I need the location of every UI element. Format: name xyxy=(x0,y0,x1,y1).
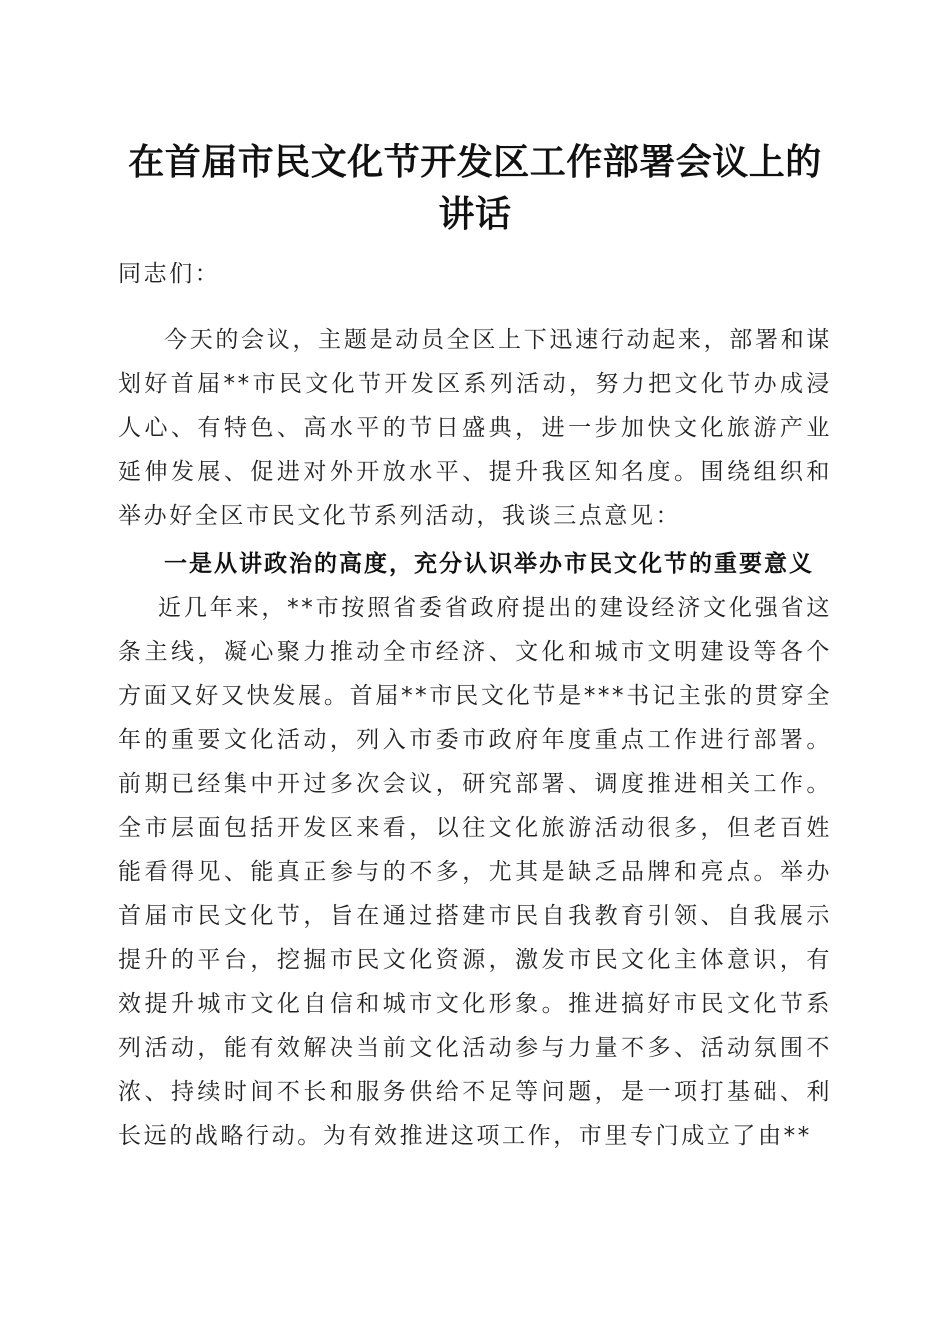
section-heading-1: 一是从讲政治的高度，充分认识举办市民文化节的重要意义 xyxy=(164,551,814,577)
salutation: 同志们： xyxy=(118,261,221,287)
document-title: 在首届市民文化节开发区工作部署会议上的讲话 xyxy=(128,141,822,235)
intro-paragraph: 今天的会议，主题是动员全区上下迅速行动起来，部署和谋划好首届**市民文化节开发区系列活动，努力把文化节办成浸人心、有特色、高水平的节日盛典，进一步加快文化旅游产业延伸发展、促进对外开放水平、提升我区知名度。围绕组织和举办好全区市民文化节系列活动，我谈三点意见： xyxy=(118,327,832,529)
section-1-paragraph: 近几年来，**市按照省委省政府提出的建设经济文化强省这条主线，凝心聚力推动全市经济、文化和城市文明建设等各个方面又好又快发展。首届**市民文化节是***书记主张的贯穿全年的重要文化活动，列入市委市政府年度重点工作进行部署。前期已经集中开过多次会议，研究部署、调度推进相关工作。全市层面包括开发区来看，以往文化旅游活动很多，但老百姓能看得见、能真正参与的不多，尤其是缺乏品牌和亮点。举办首届市民文化节，旨在通过搭建市民自我教育引领、自我展示提升的平台，挖掘市民文化资源，激发市民文化主体意识，有效提升城市文化自信和城市文化形象。推进搞好市民文化节系列活动，能有效解决当前文化活动参与力量不多、活动氛围不浓、持续时间不长和服务供给不足等问题，是一项打基础、利长远的战略行动。为有效推进这项工作，市里专门成立了由** xyxy=(118,595,832,1149)
